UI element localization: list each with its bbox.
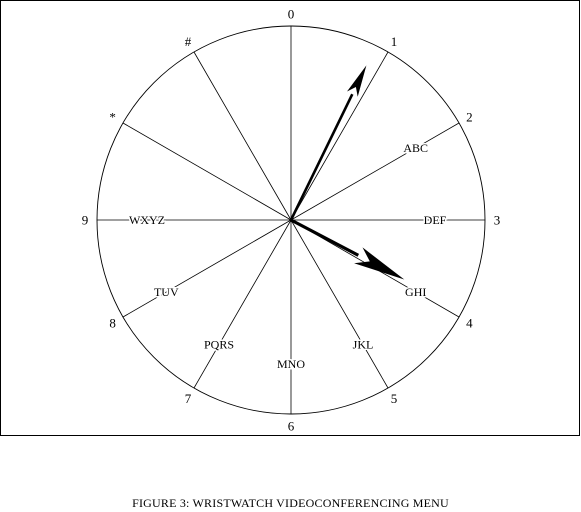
- spoke-8: [123, 220, 291, 317]
- spoke-star: [123, 123, 291, 220]
- dial-letters-4: GHI: [405, 285, 427, 299]
- dial-letters-3: DEF: [423, 213, 447, 227]
- dial-number-1[interactable]: 1: [390, 34, 398, 50]
- spoke-1: [291, 52, 388, 220]
- dial-number-8[interactable]: 8: [109, 315, 116, 331]
- dial-number-hash[interactable]: #: [184, 34, 192, 50]
- dial-number-5[interactable]: 5: [390, 390, 398, 406]
- dial-letters-6: MNO: [276, 357, 306, 371]
- dial-number-9[interactable]: 9: [81, 212, 89, 228]
- hour-hand-arrowhead: [354, 247, 404, 279]
- spoke-hash: [194, 52, 291, 220]
- dial-number-star[interactable]: *: [109, 109, 116, 125]
- figure-caption: FIGURE 3: WRISTWATCH VIDEOCONFERENCING MENU: [132, 496, 449, 510]
- dial-letters-2: ABC: [403, 141, 429, 155]
- dial-letters-8: TUV: [153, 285, 179, 299]
- dial-number-0[interactable]: 0: [287, 6, 295, 22]
- spoke-2: [291, 123, 459, 220]
- dial-letters-5: JKL: [352, 337, 374, 352]
- dial-number-4[interactable]: 4: [466, 315, 473, 331]
- dial-letters-7: PQRS: [203, 337, 235, 352]
- dial-number-7[interactable]: 7: [184, 390, 192, 406]
- minute-hand: [291, 65, 366, 220]
- minute-hand-arrowhead: [347, 65, 366, 96]
- minute-hand-shaft: [291, 94, 352, 220]
- dial-number-2[interactable]: 2: [466, 109, 473, 125]
- dial-letters-9: WXYZ: [129, 213, 165, 227]
- dial-number-3[interactable]: 3: [493, 212, 501, 228]
- dial-number-6[interactable]: 6: [287, 418, 295, 434]
